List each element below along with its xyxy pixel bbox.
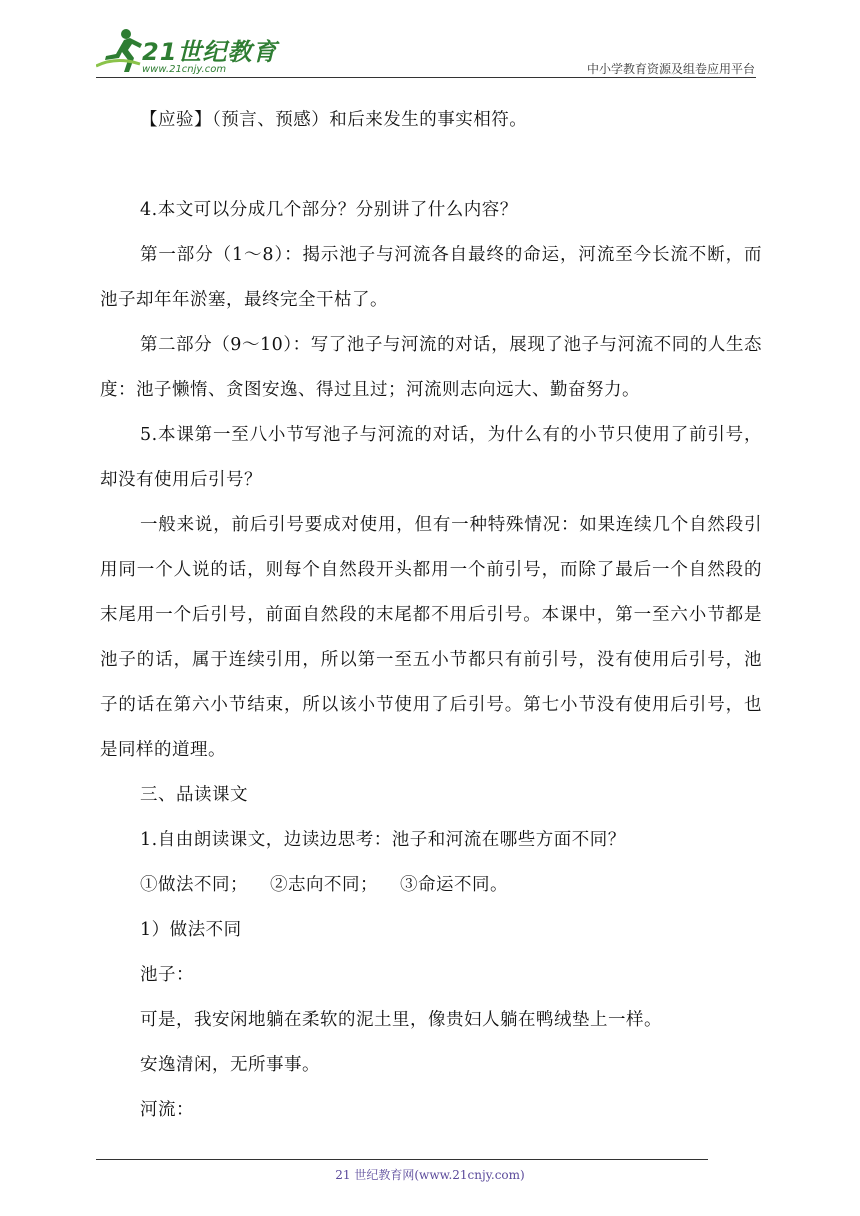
logo-text: 21世纪教育 xyxy=(142,38,278,66)
differences-list xyxy=(100,863,762,908)
pond-quote: 可是，我安闲地躺在柔软的泥土里，像贵妇人躺在鸭绒垫上一样。 xyxy=(140,1010,662,1030)
question-5: 5.本课第一至八小节写池子与河流的对话，为什么有的小节只使用了前引号，却没有使用后引号？ xyxy=(100,425,762,490)
blank-line xyxy=(100,143,762,188)
section-heading: 三、品读课文 xyxy=(140,785,248,805)
answer-part-2: 第二部分（9～10）：写了池子与河流的对话，展现了池子与河流不同的人生态度：池子懒惰、贪图安逸、得过且过；河流则志向远大、勤奋努力。 xyxy=(100,335,762,400)
pond-summary: 安逸清闲，无所事事。 xyxy=(140,1055,320,1075)
label-river: 河流： xyxy=(140,1100,194,1120)
answer-part-1: 第一部分（1～8）：揭示池子与河流各自最终的命运，河流至今长流不断，而池子却年年淤塞，最终完全干枯了。 xyxy=(100,245,762,310)
page-footer[interactable]: 21 世纪教育网(www.21cnjy.com) xyxy=(335,1168,525,1182)
question-4: 4.本文可以分成几个部分？分别讲了什么内容？ xyxy=(140,200,518,220)
runner-icon xyxy=(96,26,146,76)
difference-2: ②志向不同； xyxy=(270,875,378,895)
paragraph-definition: 【应验】（预言、预感）和后来发生的事实相符。 xyxy=(140,110,528,130)
answer-5: 一般来说，前后引号要成对使用，但有一种特殊情况：如果连续几个自然段引用同一个人说的话，则每个自然段开头都用一个前引号，而除了最后一个自然段的末尾用一个后引号，前面自然段的末尾都不用后引号。本课中，第一至六小节都是池子的话，属于连续引用，所以第一至五小节都只有前引号，没有使用后引号，池子的话在第六小节结束，所以该小节使用了后引号。第七小节没有使用后引号，也是同样的道理。 xyxy=(100,515,762,760)
header-divider xyxy=(96,77,756,78)
page-header xyxy=(0,0,860,90)
site-logo[interactable] xyxy=(96,26,278,82)
label-pond: 池子： xyxy=(140,965,194,985)
difference-1: ①做法不同； xyxy=(140,875,248,895)
logo-url: www.21cnjy.com xyxy=(142,64,227,75)
question-reading: 1.自由朗读课文，边读边思考：池子和河流在哪些方面不同？ xyxy=(140,830,626,850)
footer-divider xyxy=(96,1159,708,1160)
subheading-approach: 1）做法不同 xyxy=(140,920,242,940)
difference-3: ③命运不同。 xyxy=(400,875,508,895)
document-body xyxy=(100,98,762,1133)
platform-name: 中小学教育资源及组卷应用平台 xyxy=(586,62,755,76)
